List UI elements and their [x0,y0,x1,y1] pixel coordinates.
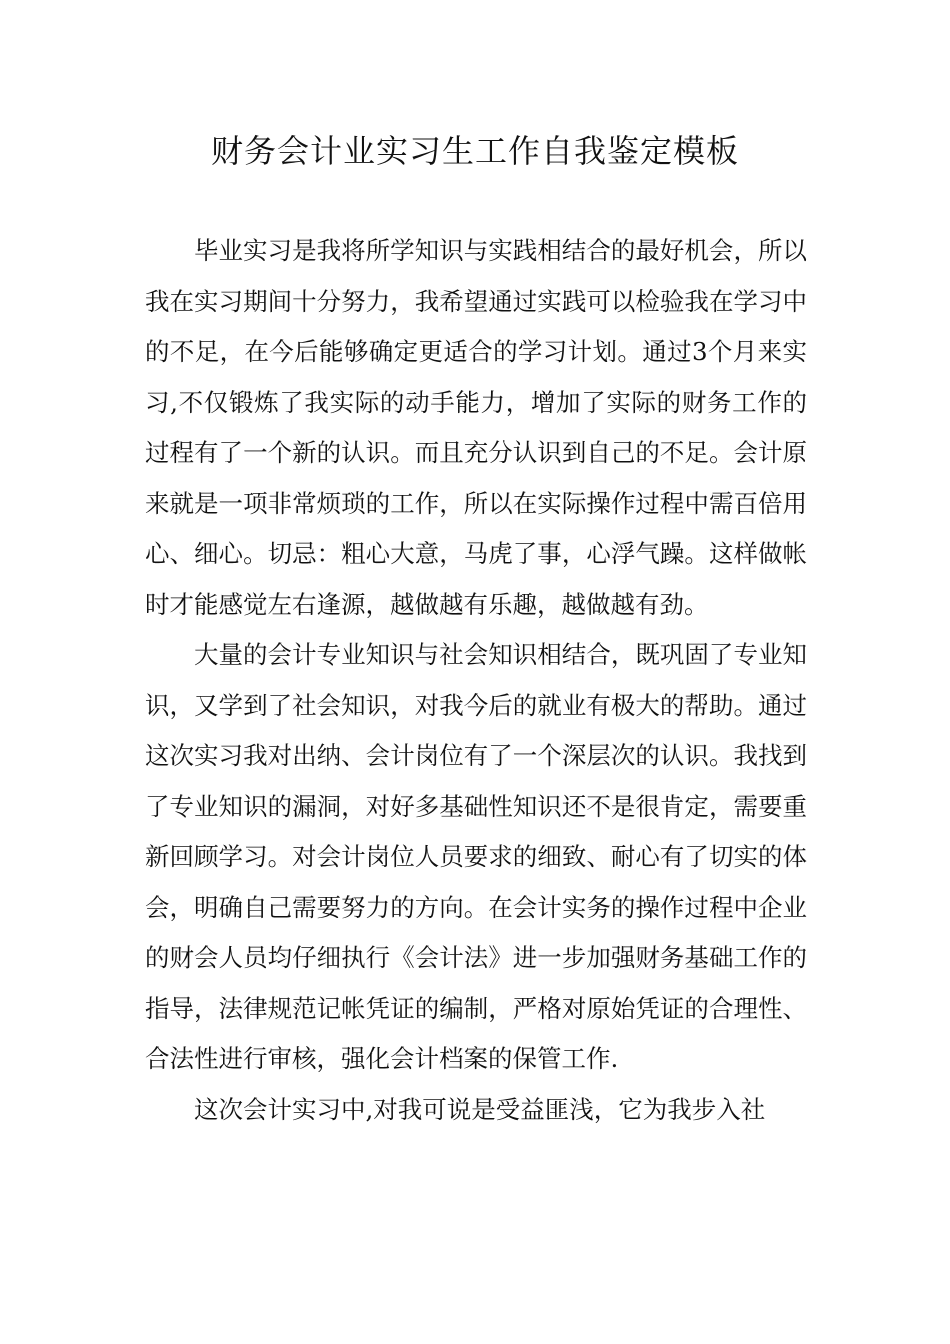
paragraph-2: 大量的会计专业知识与社会知识相结合，既巩固了专业知识，又学到了社会知识，对我今后的就业有极大的帮助。通过这次实习我对出纳、会计岗位有了一个深层次的认识。我找到了专业知识的漏洞，对好多基础性知识还不是很肯定，需要重新回顾学习。对会计岗位人员要求的细致、耐心有了切实的体会，明确自己需要努力的方向。在会计实务的操作过程中企业的财会人员均仔细执行《会计法》进一步加强财务基础工作的指导，法律规范记帐凭证的编制，严格对原始凭证的合理性、合法性进行审核，强化会计档案的保管工作. [145,640,807,1073]
paragraph-3: 这次会计实习中,对我可说是受益匪浅，它为我步入社 [194,1094,766,1124]
paragraph-1: 毕业实习是我将所学知识与实践相结合的最好机会，所以我在实习期间十分努力，我希望通过实践可以检验我在学习中的不足，在今后能够确定更适合的学习计划。通过3个月来实习,不仅锻炼了我实际的动手能力，增加了实际的财务工作的过程有了一个新的认识。而且充分认识到自己的不足。会计原来就是一项非常烦琐的工作，所以在实际操作过程中需百倍用心、细心。切忌：粗心大意，马虎了事，心浮气躁。这样做帐时才能感觉左右逢源，越做越有乐趣，越做越有劲。 [145,236,807,619]
document-title: 财务会计业实习生工作自我鉴定模板 [210,132,739,170]
document-body [145,226,807,1135]
